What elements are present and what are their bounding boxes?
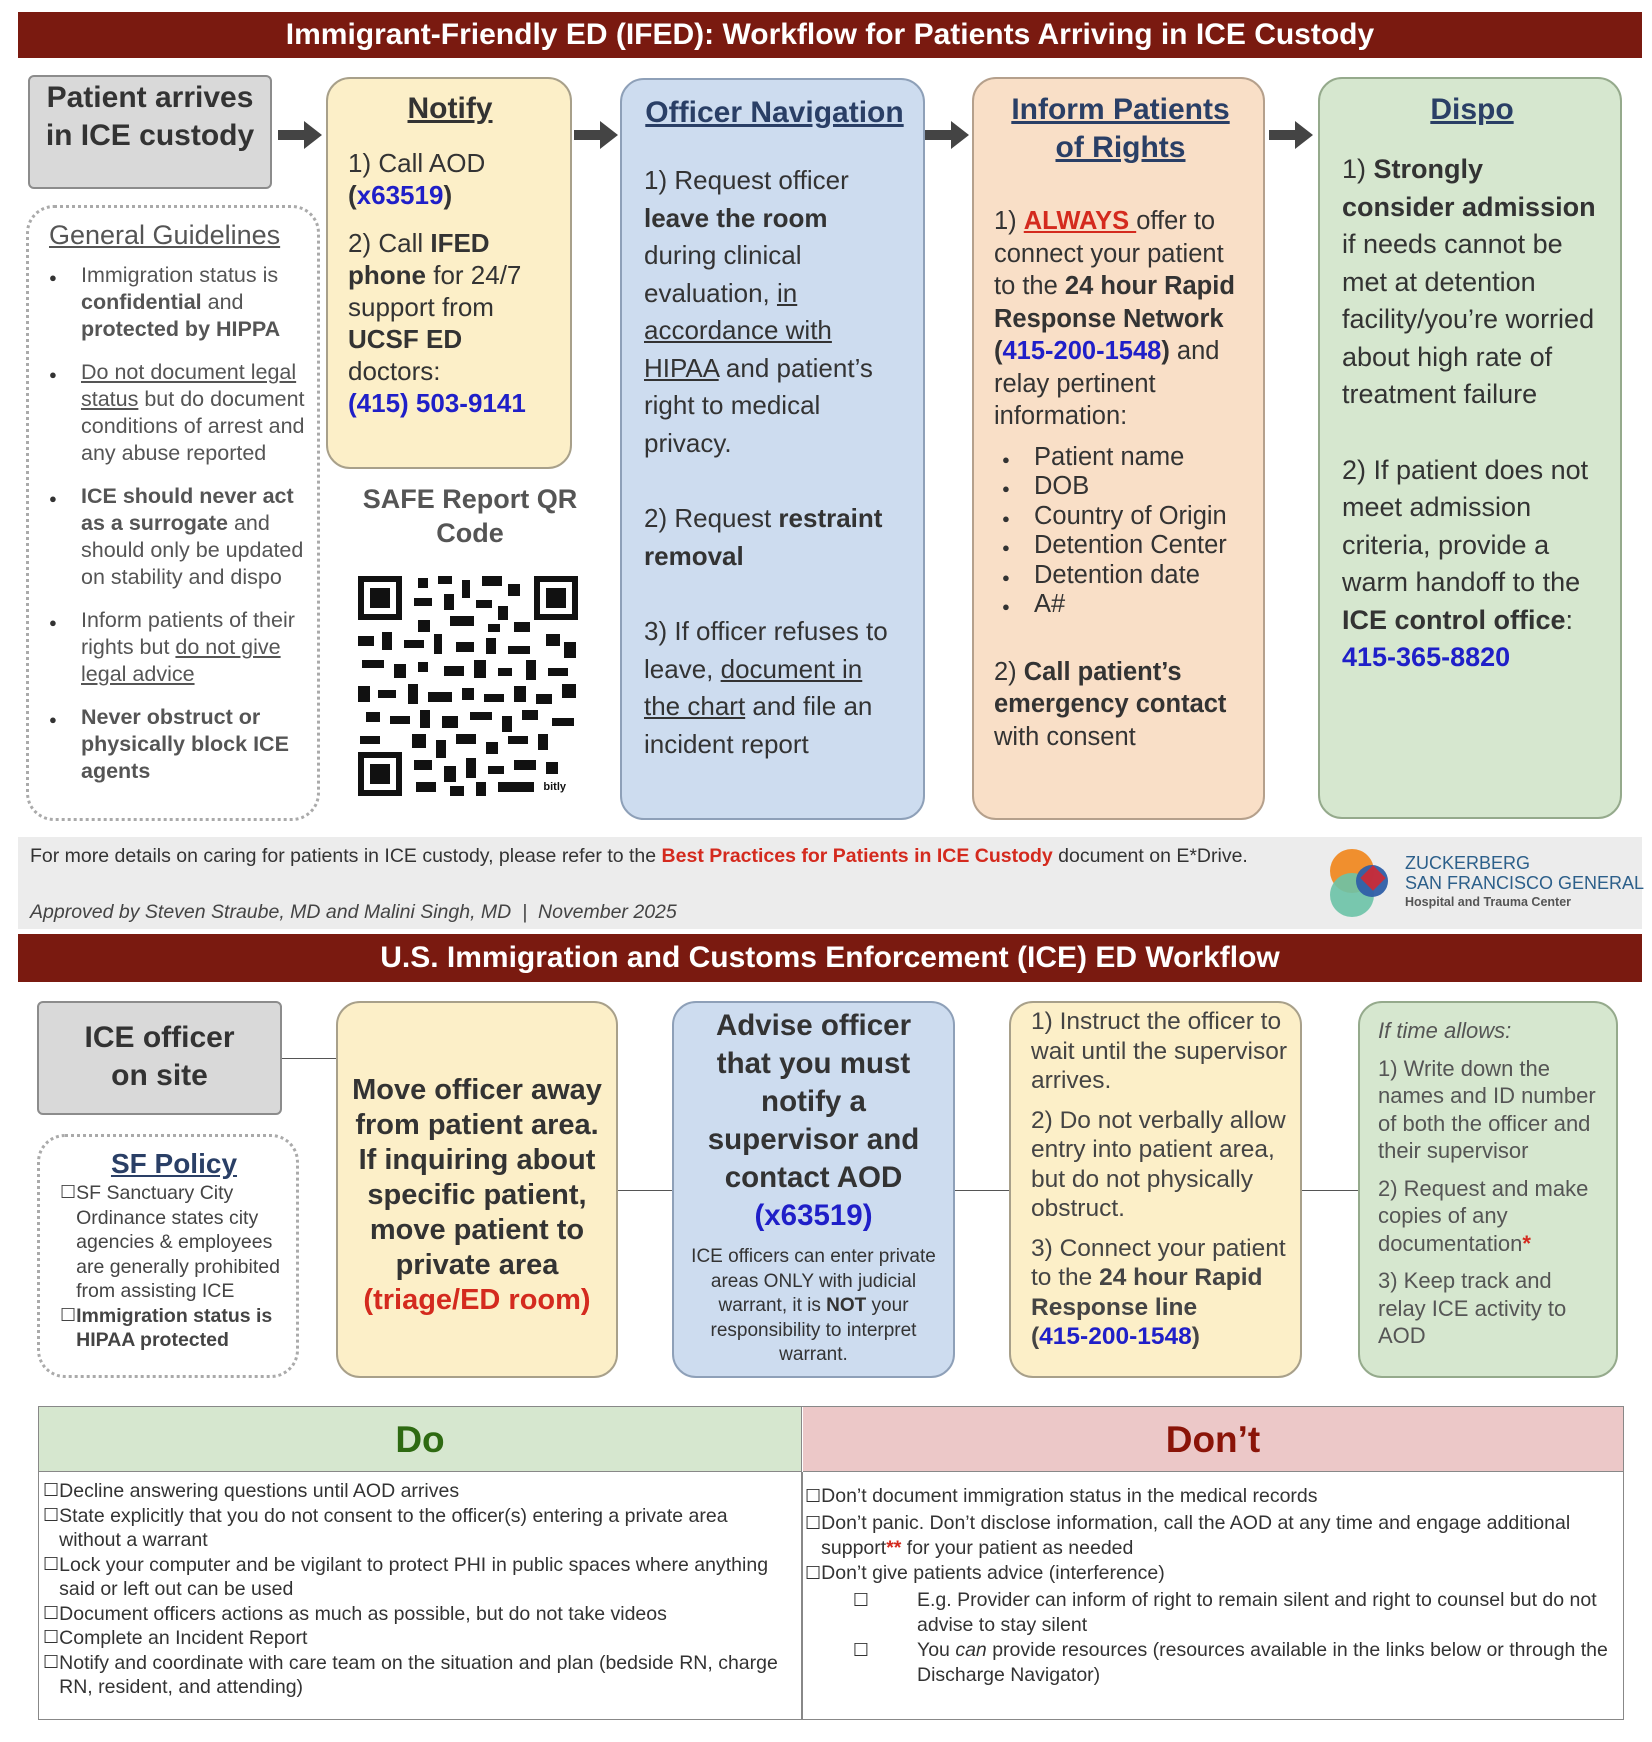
footer-note: For more details on caring for patients in ICE custody, please refer to the Best Practices for Patients in ICE Custody document on E*Drive. (30, 845, 1248, 867)
aod-extension-link[interactable]: x63519 (356, 180, 444, 210)
do-list (43, 1479, 793, 1700)
dispo-title: Dispo (1430, 93, 1514, 126)
relay-info-item: ● DOB (994, 472, 1247, 502)
guideline-item: ● ICE should never act as a surrogate and should only be updated on stability and dispo (41, 483, 305, 591)
checkbox-icon[interactable]: ☐ (43, 1651, 60, 1673)
time-step-1: 1) Write down the names and ID number of both the officer and their supervisor (1378, 1055, 1596, 1163)
qr-code-image[interactable] (358, 576, 578, 796)
dont-subitem: ☐ You can provide resources (resources available in the links below or through the Discharge Navigator) (805, 1638, 1617, 1688)
notify-title: Notify (407, 92, 493, 125)
qr-title: SAFE Report QR Code (362, 484, 578, 548)
checkbox-icon[interactable]: ☐ (60, 1304, 77, 1326)
checkbox-icon[interactable]: ☐ (852, 1590, 870, 1611)
guideline-item: ● Immigration status is confidential and protected by HIPPA (41, 262, 305, 343)
zsfg-logo-text: ZUCKERBERG SAN FRANCISCO GENERAL Hospital and Trauma Center (1405, 853, 1645, 909)
dont-list (805, 1484, 1617, 1688)
instruct-step-2: 2) Do not verbally allow entry into patient area, but do not physically obstruct. (1031, 1106, 1286, 1222)
sf-policy-title: SF Policy (110, 1148, 238, 1179)
guideline-item: ● Inform patients of their rights but do not give legal advice (41, 607, 305, 688)
checkbox-icon[interactable]: ☐ (43, 1504, 60, 1526)
officer-step-3: 3) If officer refuses to leave, document in the chart and file an incident report (644, 616, 888, 759)
zsfg-logo-icon (1326, 845, 1400, 919)
dont-header: Don’t (803, 1407, 1623, 1472)
policy-item: ☐ Immigration status is HIPAA protected (60, 1304, 273, 1351)
time-title: If time allows: (1378, 1018, 1512, 1043)
relay-info-list (994, 443, 1247, 620)
arrow-right-icon (574, 121, 618, 149)
inform-rights-title: Inform Patients of Rights (1011, 93, 1230, 164)
aod-extension-link[interactable]: (x63519) (754, 1199, 873, 1232)
warrant-note: ICE officers can enter private areas ONLY with judicial warrant, it is NOT your responsibility to interpret warrant. (691, 1246, 936, 1365)
policy-item: ☐ SF Sanctuary City Ordinance states city agencies & employees are generally prohibited from assisting ICE (60, 1182, 280, 1302)
checkbox-icon[interactable]: ☐ (43, 1602, 60, 1624)
guideline-item: ● Never obstruct or physically block ICE agents (41, 704, 305, 785)
notify-step-2: 2) Call IFED phone for 24/7 support from UCSF ED doctors: (415) 503-9141 (348, 228, 526, 418)
move-officer-box: Move officer away from patient area. If inquiring about specific patient, move patient to private area (triage/ED room) (336, 1001, 618, 1378)
do-item: ☐ State explicitly that you do not consent to the officer(s) entering a private area without a warrant (43, 1504, 728, 1551)
connector-line (955, 1190, 1009, 1191)
top-banner: Immigrant-Friendly ED (IFED): Workflow for Patients Arriving in ICE Custody (18, 12, 1642, 58)
relay-info-item: ● A# (994, 590, 1247, 620)
advise-officer-text: Advise officer that you must notify a supervisor and contact AOD (x63519) (707, 1009, 920, 1232)
time-step-3: 3) Keep track and relay ICE activity to AOD (1378, 1268, 1567, 1348)
ice-officer-onsite-box: ICE officer on site (37, 1001, 282, 1115)
inform-rights-box (972, 77, 1265, 820)
notify-step-1: 1) Call AOD (x63519) (348, 148, 486, 210)
ifed-phone-link[interactable]: (415) 503-9141 (348, 388, 526, 418)
approved-line: Approved by Steven Straube, MD and Malini Singh, MD | November 2025 (30, 901, 677, 923)
arrow-right-icon (1269, 121, 1313, 149)
column-divider (801, 1472, 803, 1720)
notify-box (326, 77, 572, 469)
instruct-officer-box (1009, 1001, 1302, 1378)
dispo-box (1318, 77, 1622, 819)
do-header: Do (39, 1407, 802, 1472)
dispo-step-1: 1) Strongly consider admission if needs cannot be met at detention facility/you’re worried about high rate of treatment failure (1342, 154, 1596, 409)
arrow-right-icon (278, 121, 322, 149)
checkbox-icon[interactable]: ☐ (805, 1563, 822, 1584)
dont-subitem: ☐ E.g. Provider can inform of right to remain silent and right to counsel but do not advise to stay silent (805, 1588, 1617, 1638)
guidelines-title: General Guidelines (49, 220, 281, 250)
do-item: ☐ Decline answering questions until AOD arrives (43, 1480, 460, 1502)
do-item: ☐ Notify and coordinate with care team on the situation and plan (bedside RN, charge RN, resident, and attending) (43, 1651, 778, 1698)
checkbox-icon[interactable]: ☐ (852, 1640, 870, 1661)
connector-line (618, 1190, 672, 1191)
dont-item: ☐ Don’t document immigration status in the medical records (805, 1485, 1318, 1507)
rapid-response-link[interactable]: 415-200-1548 (1002, 337, 1162, 365)
relay-info-item: ● Patient name (994, 443, 1247, 473)
officer-navigation-title: Officer Navigation (645, 96, 904, 129)
checkbox-icon[interactable]: ☐ (43, 1553, 60, 1575)
advise-officer-box (672, 1001, 955, 1378)
connector-line (1302, 1190, 1358, 1191)
officer-step-1: 1) Request officer leave the room during clinical evaluation, in accordance with HIPAA and patient’s right to medical privacy. (644, 165, 873, 458)
arrow-right-icon (925, 121, 969, 149)
do-item: ☐ Complete an Incident Report (43, 1627, 308, 1649)
dont-item: ☐ Don’t give patients advice (interference) (805, 1562, 1165, 1584)
checkbox-icon[interactable]: ☐ (43, 1627, 60, 1648)
officer-step-2: 2) Request restraint removal (644, 503, 883, 571)
rights-step-1: 1) ALWAYS offer to connect your patient to the 24 hour Rapid Response Network (415-200-1548) and relay pertinent information: (994, 207, 1235, 430)
if-time-allows-box (1358, 1001, 1618, 1378)
connector-line (282, 1058, 336, 1059)
qr-brand-text: bitly (543, 781, 566, 793)
checkbox-icon[interactable]: ☐ (805, 1513, 822, 1534)
do-item: ☐ Lock your computer and be vigilant to protect PHI in public spaces where anything said or left out can be used (43, 1553, 769, 1600)
ice-control-office-link[interactable]: 415-365-8820 (1342, 642, 1511, 672)
relay-info-item: ● Detention date (994, 561, 1247, 591)
general-guidelines-box (26, 205, 320, 821)
officer-navigation-box (620, 78, 925, 820)
dont-item: ☐ Don’t panic. Don’t disclose information, call the AOD at any time and engage additional support** for your patient as needed (805, 1512, 1571, 1559)
best-practices-link[interactable]: Best Practices for Patients in ICE Custody (661, 845, 1053, 867)
checkbox-icon[interactable]: ☐ (805, 1486, 822, 1507)
dispo-step-2: 2) If patient does not meet admission criteria, provide a warm handoff to the ICE control office: 415-365-8820 (1342, 454, 1589, 672)
bottom-banner: U.S. Immigration and Customs Enforcement (ICE) ED Workflow (18, 934, 1642, 982)
instruct-step-1: 1) Instruct the officer to wait until the supervisor arrives. (1031, 1008, 1288, 1094)
sf-policy-box (37, 1134, 299, 1378)
relay-info-item: ● Country of Origin (994, 502, 1247, 532)
checkbox-icon[interactable]: ☐ (60, 1182, 77, 1203)
guideline-item: ● Do not document legal status but do document conditions of arrest and any abuse reported (41, 359, 305, 467)
checkbox-icon[interactable]: ☐ (43, 1480, 60, 1501)
patient-arrives-box: Patient arrives in ICE custody (28, 75, 272, 189)
rapid-response-link[interactable]: 415-200-1548 (1039, 1323, 1192, 1350)
do-item: ☐ Document officers actions as much as possible, but do not take videos (43, 1602, 667, 1625)
rights-step-2: 2) Call patient’s emergency contact with consent (994, 657, 1227, 751)
relay-info-item: ● Detention Center (994, 531, 1247, 561)
time-step-2: 2) Request and make copies of any documentation* (1378, 1175, 1589, 1256)
instruct-step-3: 3) Connect your patient to the 24 hour Rapid Response line (415-200-1548) (1031, 1234, 1286, 1350)
